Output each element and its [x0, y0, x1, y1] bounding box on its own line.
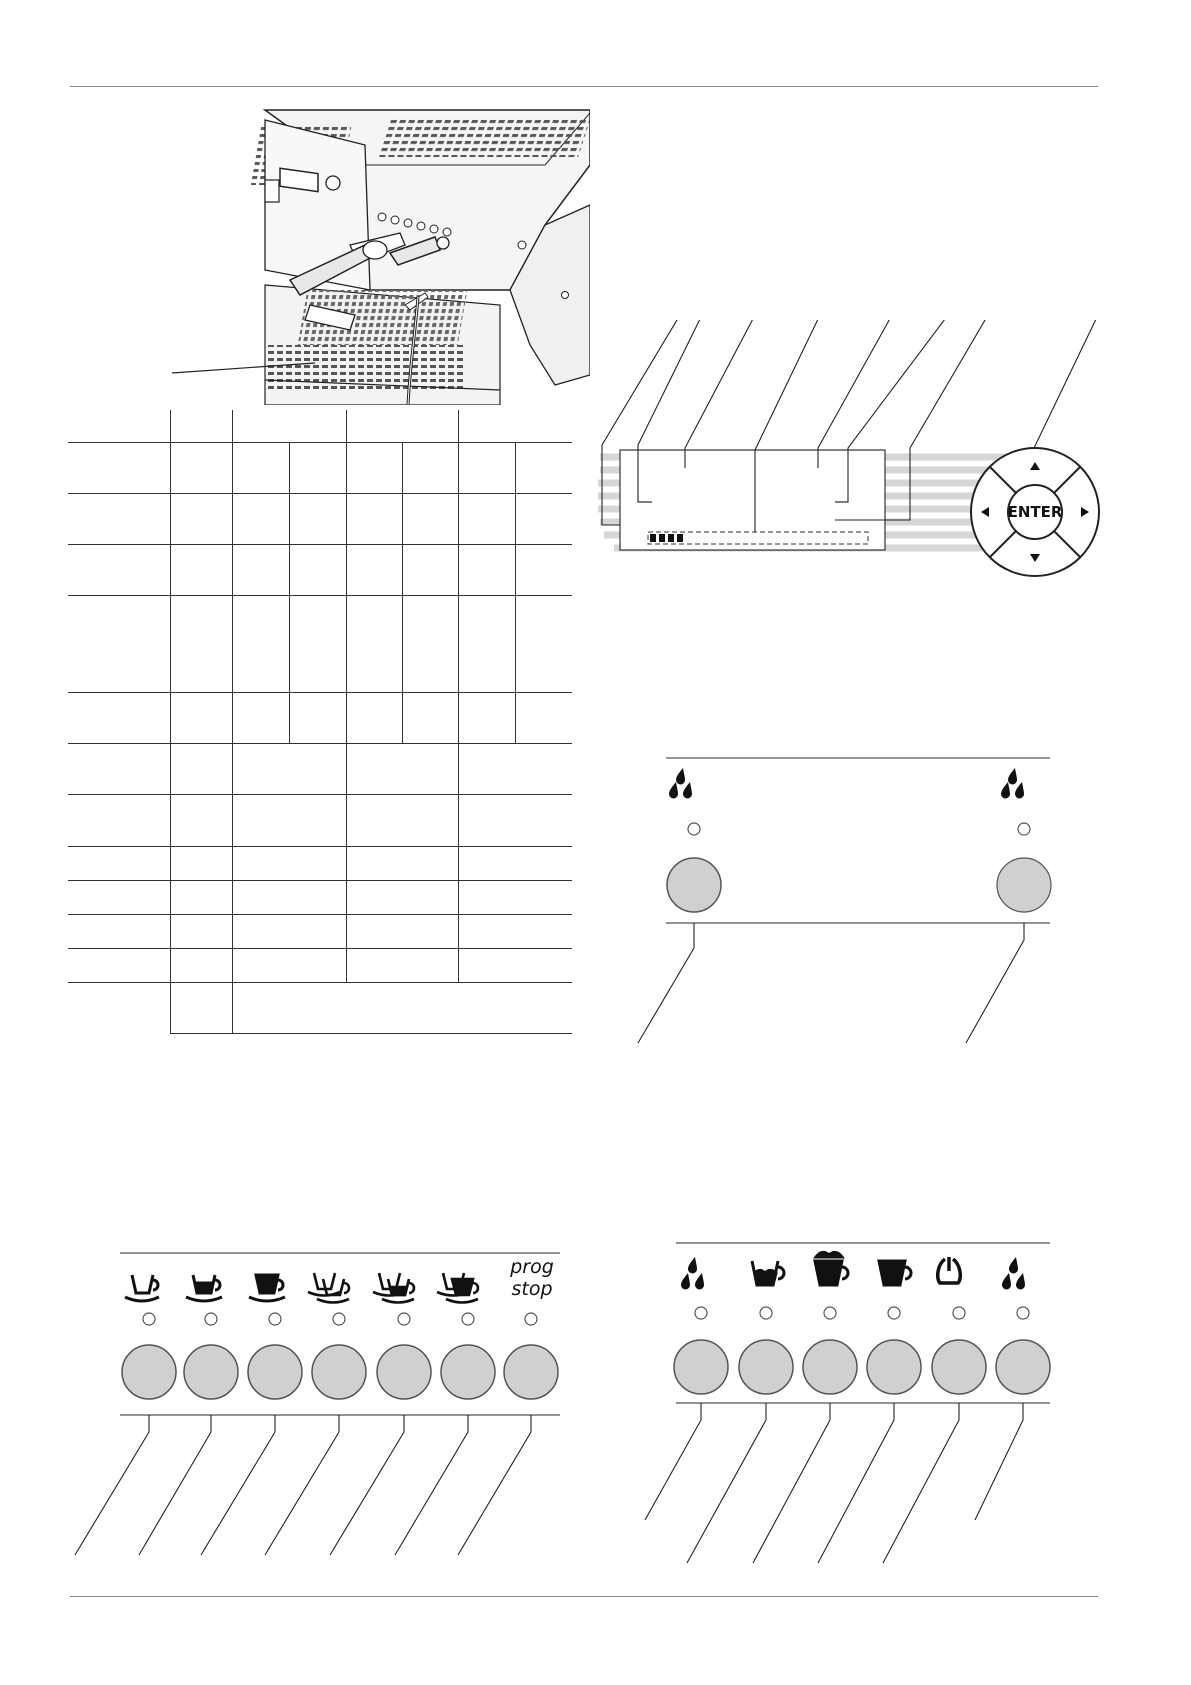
drops-icon-left — [669, 768, 692, 799]
button-6[interactable] — [996, 1340, 1050, 1394]
milk-cup-icon — [752, 1261, 784, 1285]
single-cup-large-icon — [249, 1275, 285, 1301]
bottom-rule — [70, 1596, 1098, 1597]
dose-button-right[interactable] — [997, 858, 1051, 912]
led-1 — [143, 1313, 155, 1325]
button-2[interactable] — [739, 1340, 793, 1394]
led-3 — [824, 1307, 836, 1319]
button-1[interactable] — [674, 1340, 728, 1394]
single-cup-medium-icon — [186, 1275, 222, 1301]
button-4[interactable] — [312, 1345, 366, 1399]
six-button-panel — [640, 1235, 1060, 1575]
button-3[interactable] — [248, 1345, 302, 1399]
led-6 — [1017, 1307, 1029, 1319]
led-indicator-left — [688, 823, 700, 835]
button-2[interactable] — [184, 1345, 238, 1399]
double-cup-large-icon — [437, 1273, 478, 1303]
led-5 — [398, 1313, 410, 1325]
led-indicator-right — [1018, 823, 1030, 835]
double-cup-small-icon — [308, 1273, 349, 1303]
led-5 — [953, 1307, 965, 1319]
led-1 — [695, 1307, 707, 1319]
led-6 — [462, 1313, 474, 1325]
display-diagram — [590, 320, 1120, 580]
top-rule — [70, 86, 1098, 87]
double-cup-medium-icon — [373, 1273, 414, 1303]
led-7 — [525, 1313, 537, 1325]
cappuccino-icon — [815, 1252, 848, 1285]
single-cup-small-icon — [125, 1275, 159, 1301]
specification-table — [68, 400, 572, 1034]
steam-icon — [938, 1257, 961, 1283]
led-2 — [205, 1313, 217, 1325]
dose-button-left[interactable] — [667, 858, 721, 912]
espresso-machine-illustration — [150, 105, 590, 405]
button-6[interactable] — [441, 1345, 495, 1399]
drops-icon-right — [1002, 1257, 1025, 1290]
led-4 — [333, 1313, 345, 1325]
drops-icon-left — [681, 1257, 704, 1290]
led-4 — [888, 1307, 900, 1319]
led-3 — [269, 1313, 281, 1325]
coffee-cup-icon — [879, 1261, 911, 1285]
button-5[interactable] — [377, 1345, 431, 1399]
button-4[interactable] — [867, 1340, 921, 1394]
button-1[interactable] — [122, 1345, 176, 1399]
button-5[interactable] — [932, 1340, 986, 1394]
enter-key-label[interactable]: ENTER — [1007, 503, 1063, 521]
two-button-panel — [630, 750, 1060, 1050]
button-3[interactable] — [803, 1340, 857, 1394]
led-2 — [760, 1307, 772, 1319]
prog-stop-button[interactable] — [504, 1345, 558, 1399]
drops-icon-right — [1001, 768, 1024, 799]
stop-label: stop — [511, 1278, 553, 1300]
prog-label: prog — [510, 1256, 554, 1278]
